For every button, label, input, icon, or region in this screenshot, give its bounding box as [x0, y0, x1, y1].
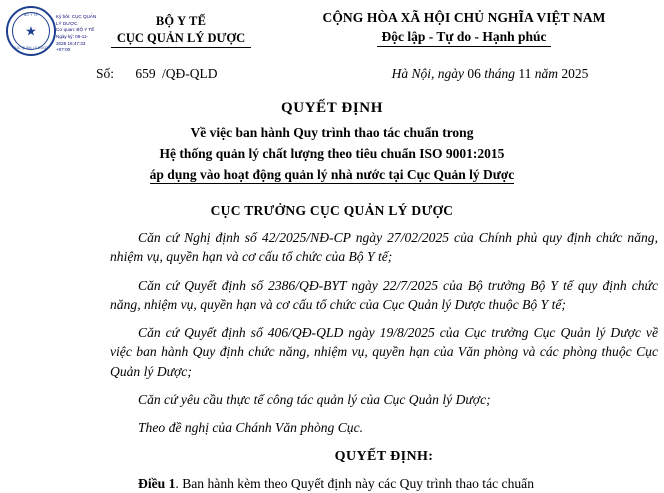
- document-type-title: QUYẾT ĐỊNH: [281, 100, 383, 116]
- document-subject: [0, 123, 664, 186]
- seal-arc-top: BỘ Y TẾ: [24, 13, 38, 17]
- signature-line-6: +07:00: [56, 47, 71, 53]
- signature-line-5: 2025 16:47:33: [56, 40, 86, 46]
- document-body: [110, 228, 658, 493]
- legal-basis-paragraph: Căn cứ Quyết định số 2386/QĐ-BYT ngày 22/7/2025 của Bộ trưởng Bộ Y tế quy định chức năng, nhiệm vụ, quyền hạn và cơ cấu tổ chức của Cục Quản lý Dược thuộc Bộ Y tế;: [110, 277, 658, 312]
- date-month: 11: [518, 66, 532, 81]
- authority-department: CỤC QUẢN LÝ DƯỢC: [111, 31, 251, 49]
- signature-line-3: Cơ quan: BỘ Y TẾ: [56, 27, 95, 33]
- authority-ministry: BỘ Y TẾ: [155, 14, 207, 28]
- signature-line-2: LÝ DƯỢC: [56, 20, 78, 26]
- proposal-paragraph: Theo đề nghị của Chánh Văn phòng Cục.: [138, 420, 364, 436]
- date-year: 2025: [561, 66, 589, 81]
- article-1-text: . Ban hành kèm theo Quyết định này các Quy trình thao tác chuẩn: [175, 475, 535, 491]
- decide-heading: QUYẾT ĐỊNH:: [334, 448, 434, 464]
- signature-line-4: Ngày ký: 06-11-: [56, 33, 89, 39]
- document-header: [0, 0, 664, 96]
- date-year-label: năm: [534, 66, 558, 81]
- national-heading: [270, 10, 658, 47]
- article-1: [110, 474, 658, 493]
- subject-line-2: Hệ thống quản lý chất lượng theo tiêu chuẩn ISO 9001:2015: [159, 145, 505, 161]
- date-place: Hà Nội, ngày: [391, 66, 464, 81]
- seal-arc-bottom: CỤC QUẢN LÝ DƯỢC: [13, 46, 49, 50]
- national-motto: Độc lập - Tự do - Hạnh phúc: [377, 29, 550, 47]
- number-value: 659: [135, 66, 156, 81]
- legal-basis-paragraph: Căn cứ yêu cầu thực tế công tác quản lý của Cục Quản lý Dược;: [138, 392, 491, 408]
- number-suffix: /QĐ-QLD: [162, 66, 218, 81]
- date-month-label: tháng: [484, 66, 515, 81]
- seal-circle: [6, 6, 56, 56]
- legal-basis-paragraph: Căn cứ Nghị định số 42/2025/NĐ-CP ngày 27/02/2025 của Chính phủ quy định chức năng, nhiệm vụ, quyền hạn và cơ cấu tổ chức của Bộ Y tế;: [110, 230, 658, 265]
- legal-basis-paragraph: Căn cứ Quyết định số 406/QĐ-QLD ngày 19/8/2025 của Cục trưởng Cục Quản lý Dược về việc ban hành Quy định chức năng, nhiệm vụ, quyền hạn của Văn phòng và các phòng thuộc Cục Quản lý Dược;: [110, 325, 658, 379]
- document-number-line: [96, 66, 286, 82]
- article-1-label: Điều 1: [138, 475, 176, 491]
- number-label: Số:: [96, 66, 115, 81]
- country-name: CỘNG HÒA XÃ HỘI CHỦ NGHĨA VIỆT NAM: [322, 10, 606, 25]
- star-icon: ★: [25, 23, 37, 39]
- document-date-line: [330, 66, 650, 82]
- document-title-block: [0, 100, 664, 186]
- subject-line-1: Về việc ban hành Quy trình thao tác chuẩn trong: [190, 125, 474, 140]
- date-day: 06: [467, 66, 481, 81]
- national-seal: [6, 6, 54, 54]
- signature-line-1: Ký bởi: CỤC QUẢN: [56, 14, 97, 19]
- signer-title: CỤC TRƯỞNG CỤC QUẢN LÝ DƯỢC: [210, 203, 454, 218]
- issuing-authority: [96, 14, 266, 48]
- subject-line-3: áp dụng vào hoạt động quản lý nhà nước tại Cục Quản lý Dược: [149, 166, 515, 182]
